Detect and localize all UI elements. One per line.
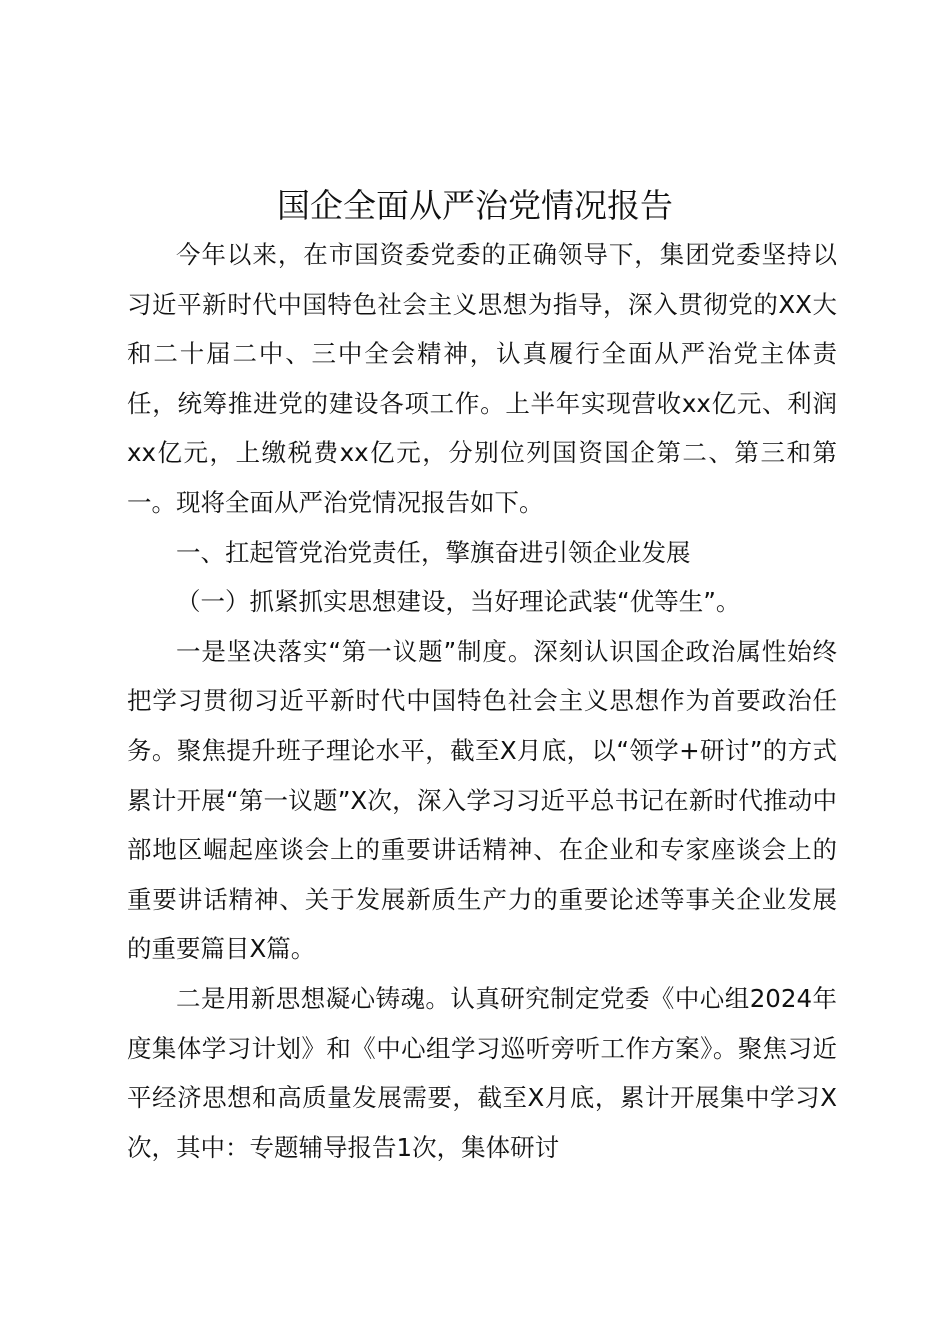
section-heading-1: 一、扛起管党治党责任，擎旗奋进引领企业发展	[176, 537, 691, 567]
subsection-heading-1: （一）抓紧抓实思想建设，当好理论武装“优等生”。	[176, 587, 741, 617]
document-title: 国企全面从严治党情况报告	[277, 186, 673, 225]
point-paragraph-2: 二是用新思想凝心铸魂。认真研究制定党委《中心组2024年度集体学习计划》和《中心组学习巡听旁听工作方案》。聚焦习近平经济思想和高质量发展需要，截至X月底，累计开展集中学习X次，其中：专题辅导报告1次，集体研讨	[127, 983, 837, 1162]
point-paragraph-1: 一是坚决落实“第一议题”制度。深刻认识国企政治属性始终把学习贯彻习近平新时代中国特色社会主义思想作为首要政治任务。聚焦提升班子理论水平，截至X月底，以“领学+研讨”的方式累计开展“第一议题”X次，深入学习习近平总书记在新时代推动中部地区崛起座谈会上的重要讲话精神、在企业和专家座谈会上的重要讲话精神、关于发展新质生产力的重要论述等事关企业发展的重要篇目X篇。	[127, 636, 837, 964]
intro-paragraph: 今年以来，在市国资委党委的正确领导下，集团党委坚持以习近平新时代中国特色社会主义思想为指导，深入贯彻党的XX大和二十届二中、三中全会精神，认真履行全面从严治党主体责任，统筹推进党的建设各项工作。上半年实现营收xx亿元、利润xx亿元，上缴税费xx亿元，分别位列国资国企第二、第三和第一。现将全面从严治党情况报告如下。	[127, 240, 837, 517]
document-body	[127, 230, 837, 1172]
